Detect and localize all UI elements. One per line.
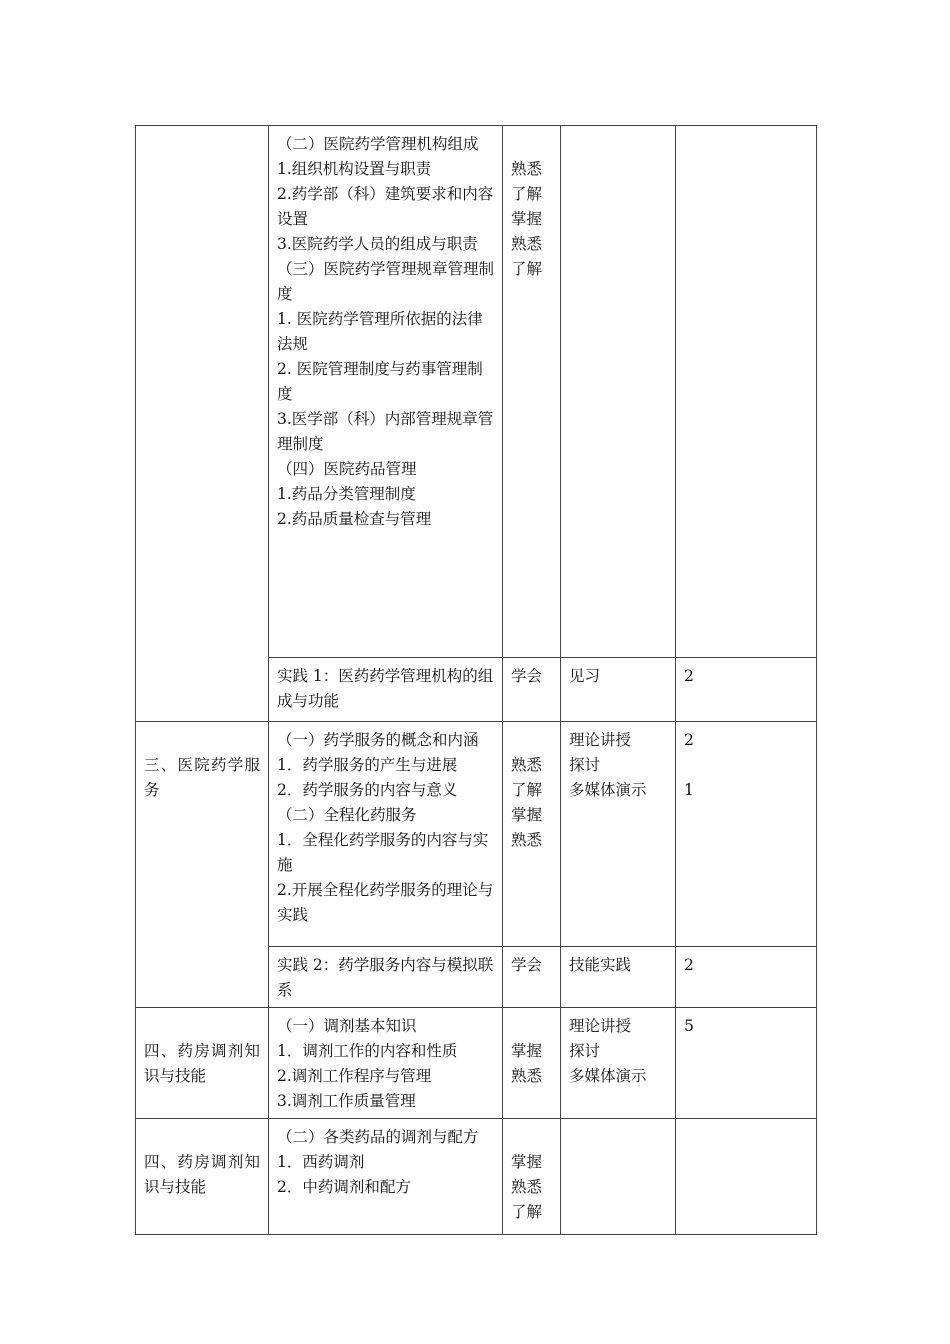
requirement-item: 熟悉 bbox=[511, 1067, 543, 1085]
content-line: （一）药学服务的概念和内涵 bbox=[277, 731, 479, 749]
method-item: 技能实践 bbox=[569, 956, 632, 974]
hours-item: 1 bbox=[684, 781, 694, 799]
content-line: 2.药学部（科）建筑要求和内容设置 bbox=[277, 185, 494, 228]
content-line: （二）全程化药服务 bbox=[277, 806, 417, 824]
hours-item: 2 bbox=[684, 731, 694, 749]
requirement-item: 熟悉 bbox=[511, 831, 543, 849]
requirement-item: 了解 bbox=[511, 1203, 543, 1221]
content-cell bbox=[269, 722, 503, 947]
content-line: 1．全程化药学服务的内容与实施 bbox=[277, 831, 489, 874]
content-line: 1．西药调剂 bbox=[277, 1153, 365, 1171]
hours-cell bbox=[676, 947, 817, 1008]
requirement-item: 掌握 bbox=[511, 1153, 543, 1171]
hours-cell bbox=[676, 1119, 817, 1235]
method-cell bbox=[561, 658, 676, 722]
requirement-item: 熟悉 bbox=[511, 160, 543, 178]
unit-label: 四、药房调剂知识与技能 bbox=[144, 1042, 260, 1085]
requirement-cell bbox=[503, 658, 561, 722]
content-line: 2.调剂工作程序与管理 bbox=[277, 1067, 432, 1085]
content-cell bbox=[269, 658, 503, 722]
content-line: 2.药品质量检查与管理 bbox=[277, 510, 432, 528]
content-line: 2．药学服务的内容与意义 bbox=[277, 781, 458, 799]
content-line: 3.调剂工作质量管理 bbox=[277, 1092, 416, 1110]
method-item: 多媒体演示 bbox=[569, 1067, 647, 1085]
content-line: 1．调剂工作的内容和性质 bbox=[277, 1042, 458, 1060]
hours-item: 2 bbox=[684, 667, 694, 685]
requirement-cell bbox=[503, 1119, 561, 1235]
unit-cell bbox=[136, 722, 269, 1008]
unit-label: 四、药房调剂知识与技能 bbox=[144, 1153, 260, 1196]
requirement-item: 了解 bbox=[511, 781, 543, 799]
content-line: 实践 2：药学服务内容与模拟联系 bbox=[277, 956, 494, 999]
method-cell bbox=[561, 722, 676, 947]
requirement-item: 熟悉 bbox=[511, 756, 543, 774]
requirement-item: 熟悉 bbox=[511, 235, 543, 253]
requirement-item: 熟悉 bbox=[511, 1178, 543, 1196]
method-item: 理论讲授 bbox=[569, 1017, 632, 1035]
method-item: 探讨 bbox=[569, 1042, 601, 1060]
requirement-cell bbox=[503, 947, 561, 1008]
method-item: 多媒体演示 bbox=[569, 781, 647, 799]
hours-cell bbox=[676, 658, 817, 722]
unit-cell bbox=[136, 126, 269, 722]
method-item: 探讨 bbox=[569, 756, 601, 774]
hours-item bbox=[684, 753, 808, 778]
table-row bbox=[136, 1008, 817, 1119]
content-line: 实践 1：医药药学管理机构的组成与功能 bbox=[277, 667, 494, 710]
requirement-item: 掌握 bbox=[511, 806, 543, 824]
content-line: 2.开展全程化药学服务的理论与实践 bbox=[277, 881, 494, 924]
hours-cell bbox=[676, 126, 817, 658]
content-line: （一）调剂基本知识 bbox=[277, 1017, 417, 1035]
syllabus-table bbox=[135, 125, 817, 1235]
method-item: 见习 bbox=[569, 667, 601, 685]
requirement-item: 学会 bbox=[511, 667, 543, 685]
unit-label: 三、医院药学服务 bbox=[144, 756, 260, 799]
method-item: 理论讲授 bbox=[569, 731, 632, 749]
content-line: 2．中药调剂和配方 bbox=[277, 1178, 411, 1196]
requirement-item: 了解 bbox=[511, 185, 543, 203]
content-line: 1. 医院药学管理所依据的法律法规 bbox=[277, 310, 483, 353]
content-line: 1.组织机构设置与职责 bbox=[277, 160, 432, 178]
hours-cell bbox=[676, 1008, 817, 1119]
content-line: （二）医院药学管理机构组成 bbox=[277, 135, 479, 153]
hours-item: 2 bbox=[684, 956, 694, 974]
method-cell bbox=[561, 126, 676, 658]
requirement-item: 学会 bbox=[511, 956, 543, 974]
requirement-item: 了解 bbox=[511, 260, 543, 278]
content-line: 2. 医院管理制度与药事管理制度 bbox=[277, 360, 483, 403]
content-line: 3.医院药学人员的组成与职责 bbox=[277, 235, 478, 253]
table-row bbox=[136, 1119, 817, 1235]
content-line: 1.药品分类管理制度 bbox=[277, 485, 416, 503]
content-line: （四）医院药品管理 bbox=[277, 460, 417, 478]
hours-cell bbox=[676, 722, 817, 947]
unit-cell bbox=[136, 1008, 269, 1119]
requirement-item: 掌握 bbox=[511, 1042, 543, 1060]
requirement-cell bbox=[503, 126, 561, 658]
table-row bbox=[136, 722, 817, 947]
content-cell bbox=[269, 947, 503, 1008]
content-line: （三）医院药学管理规章管理制度 bbox=[277, 260, 495, 303]
requirement-item: 掌握 bbox=[511, 210, 543, 228]
content-line: 1．药学服务的产生与进展 bbox=[277, 756, 458, 774]
hours-item: 5 bbox=[684, 1017, 694, 1035]
content-line: （二）各类药品的调剂与配方 bbox=[277, 1128, 479, 1146]
table-row bbox=[136, 126, 817, 658]
requirement-cell bbox=[503, 1008, 561, 1119]
method-cell bbox=[561, 1008, 676, 1119]
requirement-cell bbox=[503, 722, 561, 947]
content-cell bbox=[269, 1008, 503, 1119]
method-cell bbox=[561, 947, 676, 1008]
content-cell bbox=[269, 1119, 503, 1235]
content-line: 3.医学部（科）内部管理规章管理制度 bbox=[277, 410, 494, 453]
unit-cell bbox=[136, 1119, 269, 1235]
method-cell bbox=[561, 1119, 676, 1235]
content-cell bbox=[269, 126, 503, 658]
